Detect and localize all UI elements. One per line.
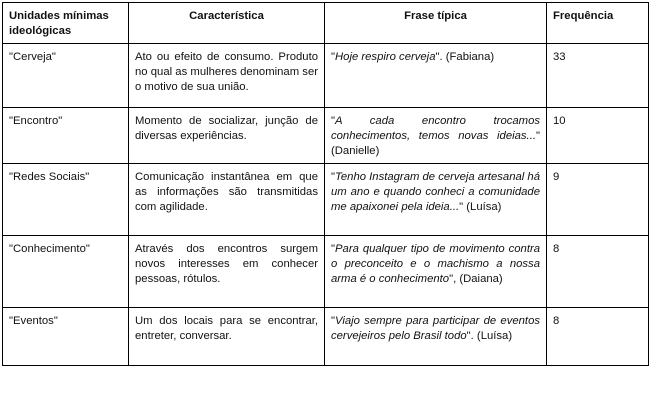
phrase-author: ". (Luísa) <box>466 330 513 342</box>
phrase-quote: Viajo sempre para participar de eventos cervejeiros pelo Brasil todo <box>331 315 540 342</box>
unit-cell: "Redes Sociais" <box>3 164 129 236</box>
characteristic-cell: Através dos encontros surgem novos interesses em conhecer pessoas, rótulos. <box>129 236 325 308</box>
phrase-open: " <box>331 315 336 327</box>
characteristic-cell: Ato ou efeito de consumo. Produto no qual as mulheres denominam ser o motivo de sua união. <box>129 44 325 108</box>
phrase-author: ". (Fabiana) <box>435 51 495 63</box>
table-container <box>2 2 649 366</box>
data-table <box>2 2 649 366</box>
phrase-open: " <box>331 243 336 255</box>
frequency-cell: 33 <box>547 44 649 108</box>
frequency-cell: 8 <box>547 236 649 308</box>
phrase-cell <box>325 44 547 108</box>
phrase-cell <box>325 308 547 366</box>
phrase-cell <box>325 108 547 164</box>
phrase-open: " <box>331 171 336 183</box>
phrase-open: " <box>331 51 336 63</box>
header-phrase: Frase típica <box>325 3 547 44</box>
unit-cell: "Encontro" <box>3 108 129 164</box>
phrase-author: " (Luísa) <box>459 201 502 213</box>
header-characteristic: Característica <box>129 3 325 44</box>
table-row <box>3 108 649 164</box>
header-row <box>3 3 649 44</box>
unit-cell: "Eventos" <box>3 308 129 366</box>
phrase-author: " (Danielle) <box>331 130 540 157</box>
characteristic-cell: Comunicação instantânea em que as informações são transmitidas com agilidade. <box>129 164 325 236</box>
table-row <box>3 164 649 236</box>
table-row <box>3 44 649 108</box>
phrase-cell <box>325 164 547 236</box>
unit-cell: "Cerveja" <box>3 44 129 108</box>
phrase-author: ", (Daiana) <box>449 273 503 285</box>
header-unit: Unidades mínimas ideológicas <box>3 3 129 44</box>
table-row <box>3 308 649 366</box>
phrase-quote: A cada encontro trocamos conhecimentos, temos novas ideias... <box>331 115 540 142</box>
phrase-open: " <box>331 115 336 127</box>
phrase-quote: Para qualquer tipo de movimento contra o preconceito e o machismo a nossa arma é o conhecimento <box>331 243 540 285</box>
frequency-cell: 8 <box>547 308 649 366</box>
characteristic-cell: Momento de socializar, junção de diversas experiências. <box>129 108 325 164</box>
phrase-cell <box>325 236 547 308</box>
frequency-cell: 9 <box>547 164 649 236</box>
unit-cell: "Conhecimento" <box>3 236 129 308</box>
frequency-cell: 10 <box>547 108 649 164</box>
table-row <box>3 236 649 308</box>
phrase-quote: Hoje respiro cerveja <box>335 51 436 63</box>
header-frequency: Frequência <box>547 3 649 44</box>
characteristic-cell: Um dos locais para se encontrar, entreter, conversar. <box>129 308 325 366</box>
phrase-quote: Tenho Instagram de cerveja artesanal há um ano e quando conheci a comunidade me apaixonei pela ideia... <box>331 171 540 213</box>
